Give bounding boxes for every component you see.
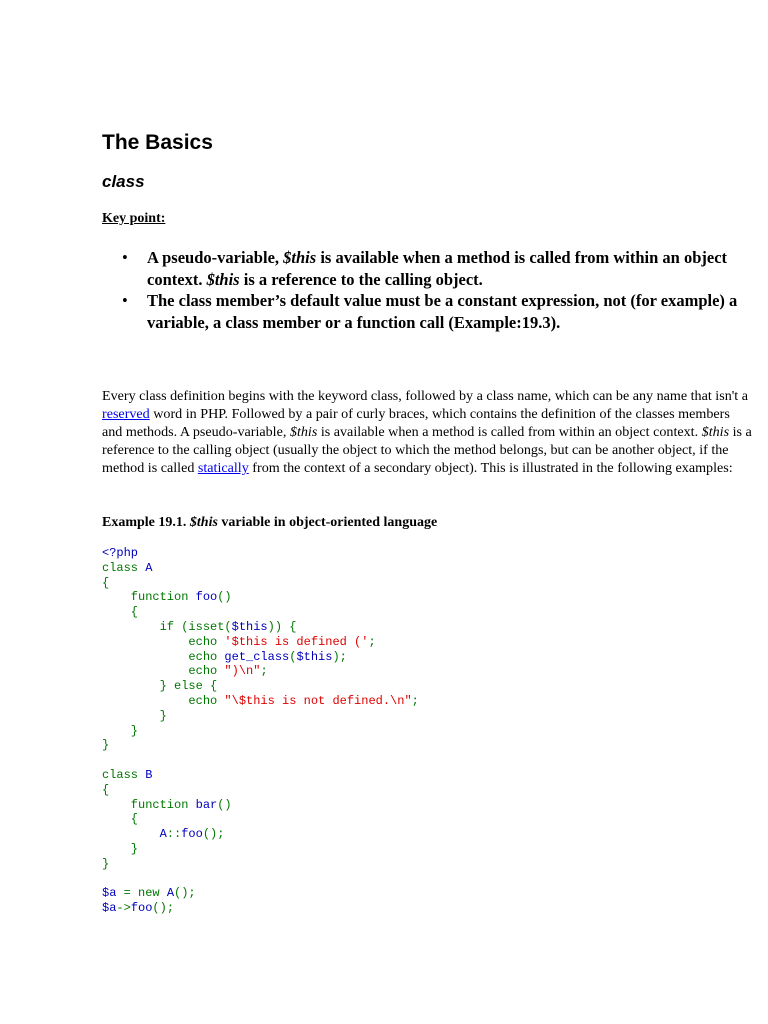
code-token: { <box>102 812 139 827</box>
code-token: "\$this is not defined.\n" <box>224 693 412 708</box>
code-token: ; <box>368 634 376 649</box>
example-title-part: variable in object-oriented language <box>217 515 438 530</box>
code-token: foo <box>130 901 153 916</box>
example-title <box>102 514 437 532</box>
code-token: { <box>102 605 139 620</box>
code-line <box>102 709 167 723</box>
code-token: $this <box>296 649 333 664</box>
code-token: <?php <box>102 546 139 560</box>
code-line <box>102 812 138 826</box>
code-token: :: <box>166 827 182 842</box>
code-line <box>102 857 109 871</box>
section-title: class <box>102 172 145 191</box>
code-token: echo <box>102 664 225 679</box>
this-variable-em: $this <box>206 269 240 289</box>
code-line <box>102 827 224 841</box>
code-line <box>102 576 109 590</box>
code-token: -> <box>116 901 131 916</box>
code-token: class <box>102 560 146 575</box>
code-token: $a <box>102 901 117 916</box>
code-token: bar <box>195 797 218 812</box>
code-token: (); <box>152 901 175 916</box>
code-token: foo <box>181 827 203 842</box>
code-token: ( <box>289 649 297 664</box>
bullet-icon: • <box>122 248 128 267</box>
code-line <box>102 901 174 915</box>
code-token: ; <box>260 664 268 679</box>
key-point-label: Key point: <box>102 211 166 226</box>
code-token: echo <box>102 634 225 649</box>
code-token: $a <box>102 886 124 901</box>
code-line <box>102 635 376 649</box>
code-token: if (isset( <box>102 619 232 634</box>
key-point-item <box>102 247 742 290</box>
example-title-part: Example 19.1. <box>102 515 190 530</box>
code-line <box>102 724 138 738</box>
code-token: A <box>102 827 167 842</box>
code-token: ); <box>332 649 347 664</box>
code-token: } <box>102 708 167 723</box>
code-token: } <box>102 738 110 753</box>
code-line <box>102 738 109 752</box>
code-line <box>102 561 152 575</box>
code-token: } <box>102 856 110 871</box>
code-token: A <box>145 560 153 575</box>
code-token: { <box>102 575 110 590</box>
code-token: A <box>166 886 175 901</box>
code-token: = new <box>123 886 167 901</box>
code-token: (); <box>174 886 196 901</box>
code-line <box>102 679 217 693</box>
paragraph-text: is a reference to the calling object (usually the object to which the method belongs, but can be another object, if the method is called <box>102 423 752 476</box>
bullet-icon: • <box>122 291 128 310</box>
code-block <box>102 546 419 916</box>
code-line <box>102 620 296 634</box>
this-variable-em: $this <box>189 515 218 530</box>
key-point-text-part: is available when a method is called from within an object context. <box>147 248 728 289</box>
code-token: { <box>102 782 110 797</box>
code-line <box>102 842 138 856</box>
paragraph-text: word in PHP. Followed by a pair of curly braces, which contains the definition of the classes members and methods. A pseudo-variable, <box>102 405 730 440</box>
code-line <box>102 783 109 797</box>
page-title: The Basics <box>102 131 213 154</box>
paragraph-text: is available when a method is called from within an object context. <box>317 423 702 440</box>
key-point-list <box>102 247 742 333</box>
code-token: (); <box>202 827 225 842</box>
key-point-text-part: A pseudo-variable, <box>147 248 284 267</box>
code-token: } <box>102 841 139 856</box>
code-token: echo <box>102 649 225 664</box>
code-line <box>102 546 138 560</box>
code-token: B <box>145 767 153 782</box>
code-line <box>102 664 268 678</box>
code-token: ; <box>411 693 419 708</box>
code-token: get_class <box>224 649 290 664</box>
code-line <box>102 650 347 664</box>
code-token: '$this is defined (' <box>224 634 369 649</box>
code-token: } else { <box>102 679 218 694</box>
code-token: } <box>102 723 139 738</box>
statically-link[interactable]: statically <box>197 459 249 476</box>
code-line <box>102 590 232 604</box>
code-token: () <box>217 797 232 812</box>
key-point-item <box>102 290 742 333</box>
code-token: )) { <box>267 619 297 634</box>
code-line <box>102 605 138 619</box>
paragraph-text: from the context of a secondary object). This is illustrated in the following examples: <box>248 459 733 476</box>
paragraph-text: Every class definition begins with the keyword class, followed by a class name, which can be any name that isn't a <box>102 388 748 404</box>
code-token: echo <box>102 693 225 708</box>
intro-paragraph <box>102 388 752 478</box>
code-token: () <box>217 590 232 605</box>
code-token: function <box>102 590 196 605</box>
code-line <box>102 694 419 708</box>
code-token: $this <box>231 619 268 634</box>
code-token: function <box>102 797 196 812</box>
code-line <box>102 798 232 812</box>
reserved-link[interactable]: reserved <box>102 405 150 422</box>
key-point-text-part: is a reference to the calling object. <box>239 269 483 289</box>
code-line <box>102 768 152 782</box>
key-point-text: The class member’s default value must be a constant expression, not (for example) a variable, a class member or a function call (Example:19.3). <box>147 291 738 332</box>
code-token: class <box>102 767 146 782</box>
this-variable-em: $this <box>283 248 317 267</box>
code-line <box>102 886 196 900</box>
this-variable-em: $this <box>289 423 318 440</box>
code-token: ")\n" <box>224 664 261 679</box>
code-token: foo <box>195 590 218 605</box>
this-variable-em: $this <box>701 423 730 440</box>
